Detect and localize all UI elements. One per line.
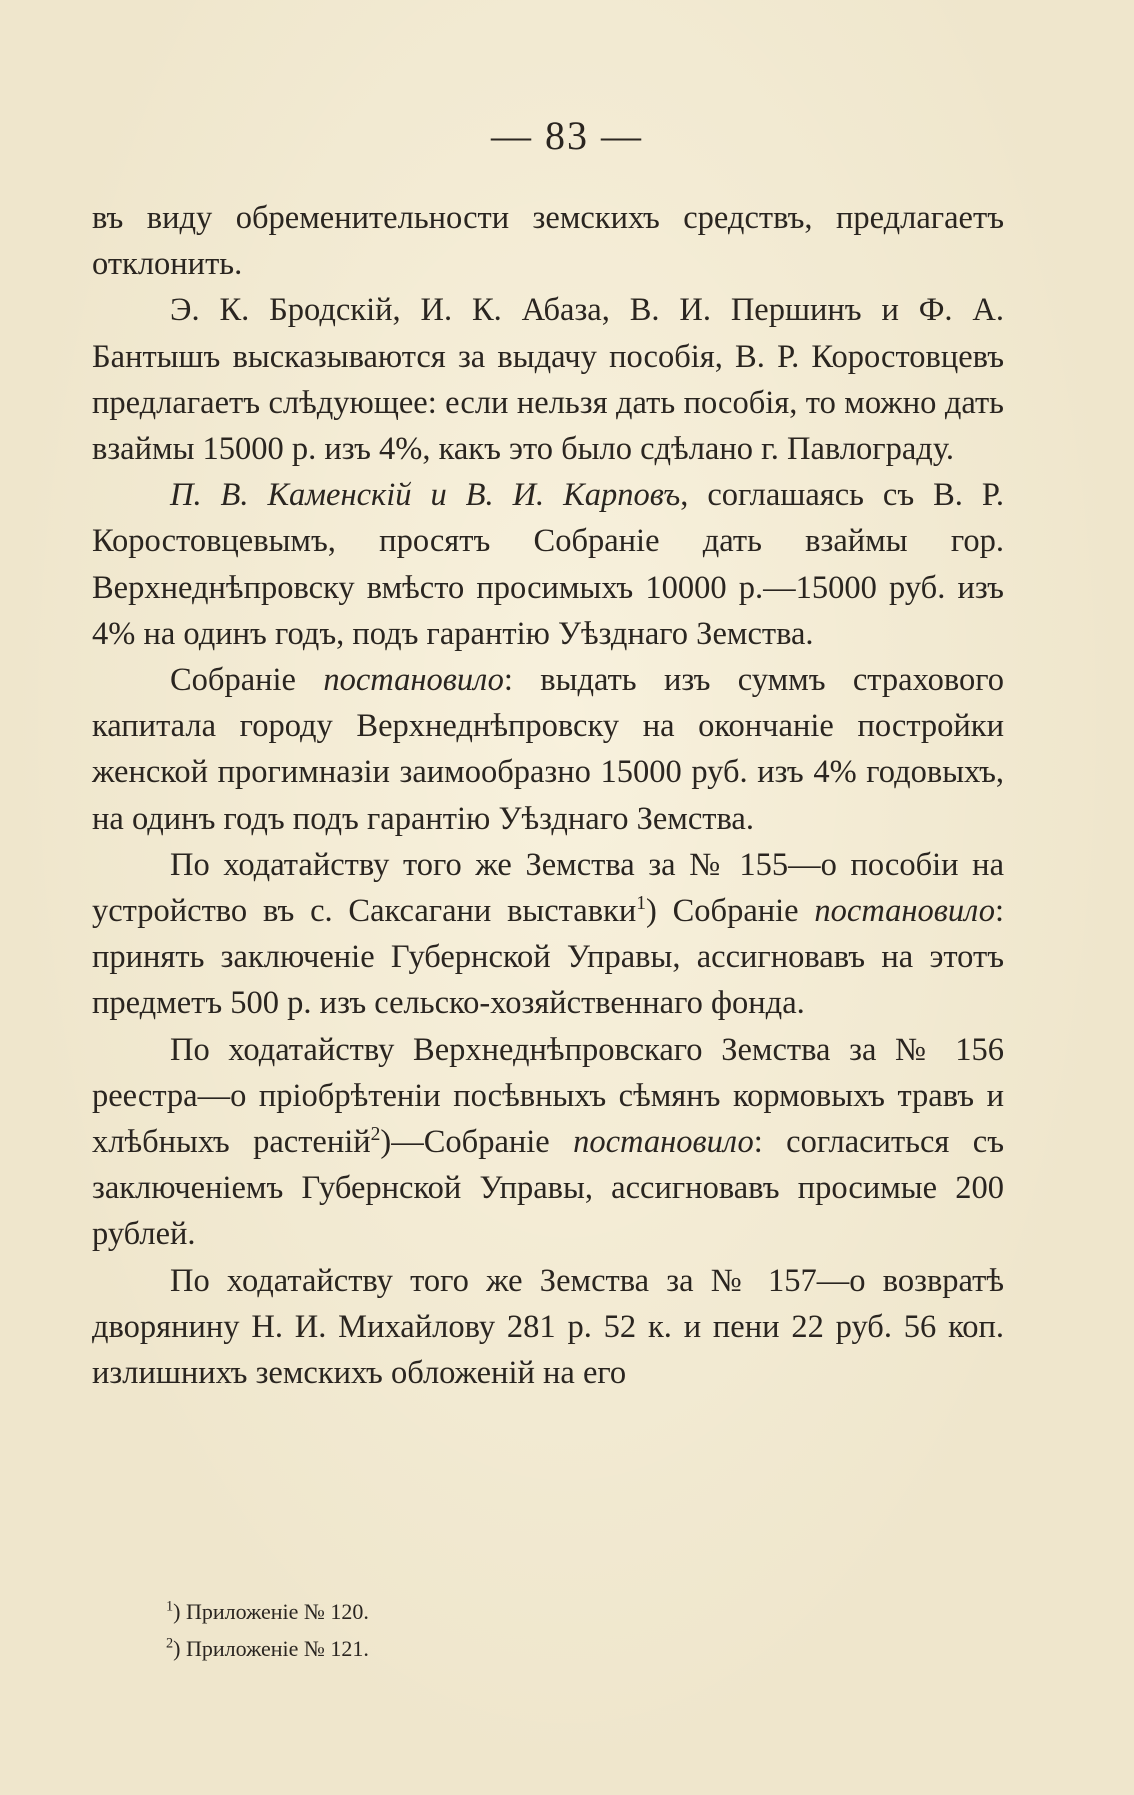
text-run: въ виду обременительности земскихъ средствъ, предлагаетъ отклонить. bbox=[92, 200, 1004, 283]
footnote-ref: 1 bbox=[636, 893, 646, 915]
text-run: По ходатайству Верхнеднѣпровскаго Земства за № 156 реестра—о пріобрѣтеніи посѣвныхъ сѣмянъ кормовыхъ травъ и хлѣбныхъ растеній bbox=[92, 1031, 1004, 1161]
footnote-text: ) Приложеніе № 121. bbox=[173, 1636, 369, 1661]
text-run: По ходатайству того же Земства за № 155—о пособіи на устройство въ с. Саксагани выставки bbox=[92, 846, 1004, 930]
emphasis-text: П. В. Каменскій и В. И. Карповъ bbox=[170, 477, 681, 514]
paragraph bbox=[92, 1258, 1004, 1397]
paragraph bbox=[92, 472, 1004, 657]
text-run: , соглашаясь съ В. Р. Коростовцевымъ, просятъ Собраніе дать взаймы гор. Верхнеднѣпровску вмѣсто просимыхъ 10000 р.—15000 руб. изъ 4% на одинъ годъ, подъ гарантію Уѣзднаго Земства. bbox=[92, 477, 1004, 652]
paragraph bbox=[92, 657, 1004, 842]
footnote-mark: 2 bbox=[166, 1635, 174, 1652]
footnote-text: ) Приложеніе № 120. bbox=[173, 1599, 369, 1624]
footnote bbox=[166, 1593, 966, 1630]
footnotes bbox=[166, 1593, 966, 1667]
emphasis-text: постановило bbox=[323, 662, 504, 699]
footnote-mark: 1 bbox=[166, 1598, 174, 1615]
text-run: По ходатайству того же Земства за № 157—о возвратѣ дворянину Н. И. Михайлову 281 р. 52 к. и пени 22 руб. 56 коп. излишнихъ земскихъ обложеній на его bbox=[92, 1262, 1004, 1392]
text-run: ) Собраніе bbox=[646, 893, 815, 930]
footnote-ref: 2 bbox=[370, 1124, 381, 1146]
text-run: )—Собраніе bbox=[380, 1124, 574, 1161]
paragraph bbox=[92, 195, 1004, 287]
paragraph bbox=[92, 1027, 1004, 1258]
text-run: Э. К. Бродскій, И. К. Абаза, В. И. Першинъ и Ф. А. Бантышъ высказываются за выдачу пособія, В. Р. Коростовцевъ предлагаетъ слѣдующее: если нельзя дать пособія, то можно дать взаймы 15000 р. изъ 4%, какъ это было сдѣлано г. Павлограду. bbox=[92, 292, 1004, 468]
emphasis-text: постановило bbox=[573, 1124, 754, 1161]
body-text bbox=[92, 195, 1004, 1396]
text-run: Собраніе bbox=[170, 662, 324, 699]
text-run: : принять заключеніе Губернской Управы, ассигновавъ на этотъ предметъ 500 р. изъ сельско-хозяйственнаго фонда. bbox=[92, 893, 1005, 1022]
text-run: : выдать изъ суммъ страхового капитала городу Верхнеднѣпровску на окончаніе постройки женской прогимназіи заимообразно 15000 руб. изъ 4% годовыхъ, на одинъ годъ подъ гарантію Уѣзднаго Земства. bbox=[92, 662, 1004, 837]
emphasis-text: постановило bbox=[814, 893, 995, 930]
paragraph bbox=[92, 842, 1004, 1027]
footnote bbox=[166, 1630, 966, 1667]
text-run: : согласиться съ заключеніемъ Губернской Управы, ассигновавъ просимые 200 рублей. bbox=[92, 1124, 1004, 1253]
page-number: — 83 — bbox=[491, 113, 643, 158]
paragraph bbox=[92, 287, 1004, 472]
